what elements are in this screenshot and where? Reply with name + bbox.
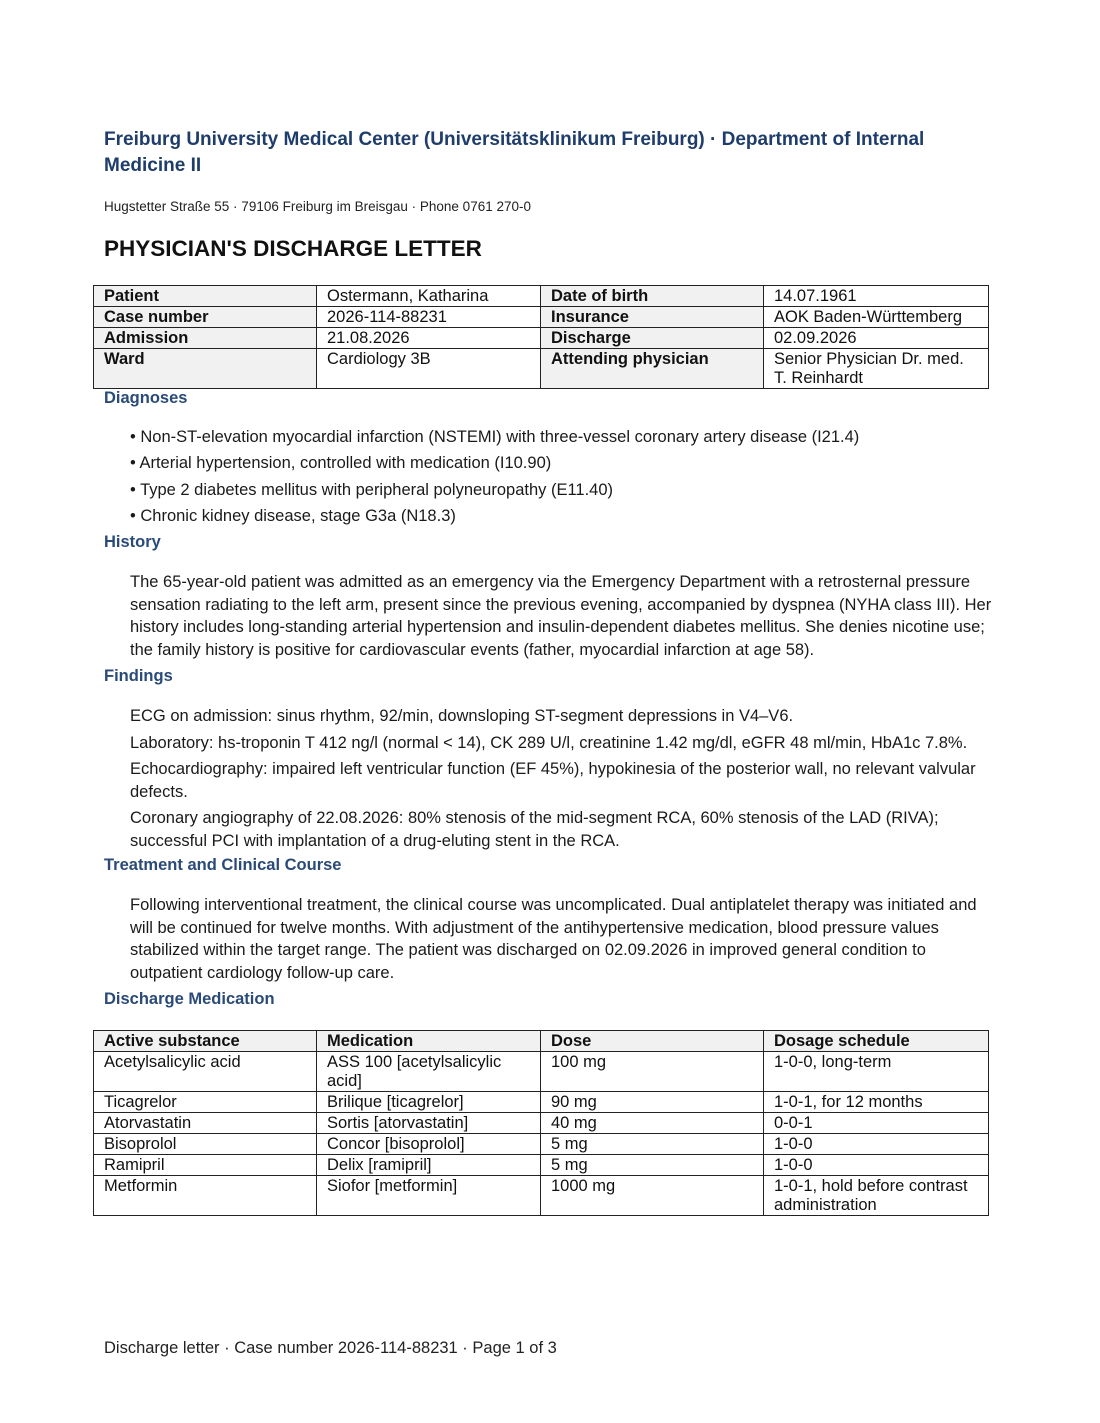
column-header-dose: Dose (541, 1031, 764, 1052)
patient-label: Patient (94, 286, 317, 307)
table-row (94, 1092, 989, 1113)
table-row (94, 1052, 989, 1092)
findings-list (130, 705, 1000, 856)
case-number-label: Case number (94, 307, 317, 328)
table-row (94, 1176, 989, 1216)
table-cell: 1000 mg (541, 1176, 764, 1216)
table-cell: 1-0-1, for 12 months (764, 1092, 989, 1113)
discharge-value: 02.09.2026 (764, 328, 989, 349)
list-item: • Non-ST-elevation myocardial infarction (NSTEMI) with three-vessel coronary artery disease (I21.4) (130, 428, 860, 446)
finding-echocardiography: Echocardiography: impaired left ventricular function (EF 45%), hypokinesia of the posterior wall, no relevant valvular defects. (130, 760, 976, 801)
treatment-heading: Treatment and Clinical Course (104, 856, 342, 874)
table-cell: ASS 100 [acetylsalicylic acid] (317, 1052, 541, 1092)
table-cell: Atorvastatin (94, 1113, 317, 1134)
table-cell: Ticagrelor (94, 1092, 317, 1113)
table-row (94, 349, 989, 389)
ward-value: Cardiology 3B (317, 349, 541, 389)
list-item: • Type 2 diabetes mellitus with peripheral polyneuropathy (E11.40) (130, 480, 614, 499)
table-row (94, 286, 989, 307)
history-text: The 65-year-old patient was admitted as an emergency via the Emergency Department with a retrosternal pressure sensation radiating to the left arm, present since the previous evening, accompanied by dyspnea (NYHA class III). Her history includes long-standing arterial hypertension and insulin-dependent diabetes mellitus. She denies nicotine use; the family history is positive for cardiovascular events (father, myocardial infarction at age 58). (130, 573, 992, 659)
patient-info-table (93, 285, 989, 389)
column-header-dosage-schedule: Dosage schedule (764, 1031, 989, 1052)
institution-header: Freiburg University Medical Center (Universitätsklinikum Freiburg) · Department of Internal Medicine II (104, 129, 925, 176)
table-cell: 1-0-1, hold before contrast administration (764, 1176, 989, 1216)
table-cell: Brilique [ticagrelor] (317, 1092, 541, 1113)
table-header-row (94, 1031, 989, 1052)
patient-name: Ostermann, Katharina (317, 286, 541, 307)
treatment-text: Following interventional treatment, the clinical course was uncomplicated. Dual antiplatelet therapy was initiated and will be continued for twelve months. With adjustment of the antihypertensive medication, blood pressure values stabilized within the target range. The patient was discharged on 02.09.2026 in improved general condition to outpatient cardiology follow-up care. (130, 896, 977, 982)
ward-label: Ward (94, 349, 317, 389)
attending-physician-value: Senior Physician Dr. med. T. Reinhardt (764, 349, 989, 389)
table-cell: 1-0-0 (764, 1155, 989, 1176)
table-cell: 100 mg (541, 1052, 764, 1092)
case-number-value: 2026-114-88231 (317, 307, 541, 328)
diagnoses-list (130, 426, 1000, 531)
insurance-label: Insurance (541, 307, 764, 328)
date-of-birth-label: Date of birth (541, 286, 764, 307)
table-cell: 0-0-1 (764, 1113, 989, 1134)
table-cell: 1-0-0 (764, 1134, 989, 1155)
medication-heading: Discharge Medication (104, 990, 275, 1008)
admission-label: Admission (94, 328, 317, 349)
institution-address: Hugstetter Straße 55 · 79106 Freiburg im Breisgau · Phone 0761 270-0 (104, 199, 531, 214)
table-row (94, 328, 989, 349)
table-cell: Acetylsalicylic acid (94, 1052, 317, 1092)
table-cell: 5 mg (541, 1155, 764, 1176)
list-item: • Arterial hypertension, controlled with medication (I10.90) (130, 454, 552, 473)
column-header-medication: Medication (317, 1031, 541, 1052)
admission-value: 21.08.2026 (317, 328, 541, 349)
table-cell: 1-0-0, long-term (764, 1052, 989, 1092)
medication-table (93, 1030, 989, 1216)
page-footer: Discharge letter · Case number 2026-114-88231 · Page 1 of 3 (104, 1339, 557, 1357)
table-cell: Ramipril (94, 1155, 317, 1176)
date-of-birth-value: 14.07.1961 (764, 286, 989, 307)
table-cell: Concor [bisoprolol] (317, 1134, 541, 1155)
table-cell: 5 mg (541, 1134, 764, 1155)
insurance-value: AOK Baden-Württemberg (764, 307, 989, 328)
table-row (94, 1113, 989, 1134)
findings-heading: Findings (104, 667, 173, 685)
document-title: PHYSICIAN'S DISCHARGE LETTER (104, 236, 482, 261)
table-cell: Delix [ramipril] (317, 1155, 541, 1176)
table-cell: Sortis [atorvastatin] (317, 1113, 541, 1134)
table-row (94, 1134, 989, 1155)
discharge-label: Discharge (541, 328, 764, 349)
table-cell: 90 mg (541, 1092, 764, 1113)
table-cell: Bisoprolol (94, 1134, 317, 1155)
diagnoses-heading: Diagnoses (104, 389, 188, 407)
column-header-active-substance: Active substance (94, 1031, 317, 1052)
attending-physician-label: Attending physician (541, 349, 764, 389)
finding-laboratory: Laboratory: hs-troponin T 412 ng/l (normal < 14), CK 289 U/l, creatinine 1.42 mg/dl, eGFR 48 ml/min, HbA1c 7.8%. (130, 733, 968, 752)
table-row (94, 307, 989, 328)
history-heading: History (104, 533, 161, 551)
table-cell: 40 mg (541, 1113, 764, 1134)
list-item: • Chronic kidney disease, stage G3a (N18.3) (130, 506, 456, 525)
finding-ecg: ECG on admission: sinus rhythm, 92/min, downsloping ST-segment depressions in V4–V6. (130, 707, 794, 725)
table-row (94, 1155, 989, 1176)
table-cell: Metformin (94, 1176, 317, 1216)
finding-angiography: Coronary angiography of 22.08.2026: 80% stenosis of the mid-segment RCA, 60% stenosis of the LAD (RIVA); successful PCI with implantation of a drug-eluting stent in the RCA. (130, 809, 939, 850)
table-cell: Siofor [metformin] (317, 1176, 541, 1216)
